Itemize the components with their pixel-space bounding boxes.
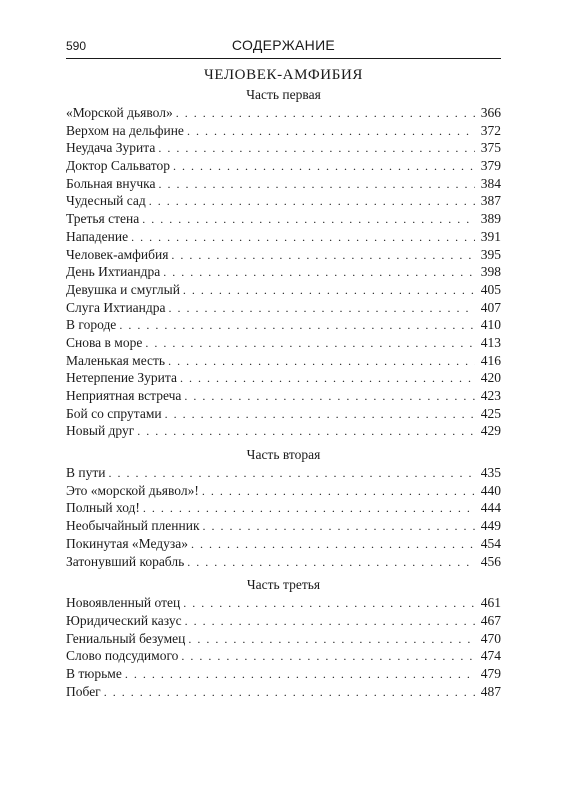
dot-leader [188,631,475,649]
entry-page-number: 423 [480,388,501,403]
toc-entry [66,630,501,648]
toc-parts [66,85,501,700]
entry-title: «Морской дьявол» [66,105,173,120]
toc-entry [66,334,501,352]
dot-leader [183,282,475,300]
toc-entry [66,405,501,423]
toc-entry [66,499,501,517]
entry-title: В пути [66,465,106,481]
toc-entry [66,612,501,630]
entry-title: В городе [66,317,117,333]
entry-title: Бой со спрутами [66,405,162,421]
entry-title: Человек-амфибия [66,246,169,262]
toc-entry [66,139,501,157]
part-heading: Часть первая [246,87,321,102]
dot-leader [137,423,475,441]
dot-leader [159,176,475,194]
entry-title: Побег [66,683,101,699]
entry-page-number: 407 [480,299,501,315]
toc-entry [66,683,501,701]
entry-title: Неудача Зурита [66,140,156,156]
dot-leader [187,123,475,141]
toc-entry [66,482,501,500]
entry-title: Слуга Ихтиандра [66,299,166,315]
entry-title: Нетерпение Зурита [66,370,177,386]
toc-entry [66,553,501,571]
entry-page-number: 410 [480,317,501,333]
dot-leader [180,370,475,388]
dot-leader [163,264,475,282]
toc-entry [66,210,501,228]
dot-leader [184,388,475,406]
entry-title: Чудесный сад [66,193,146,209]
entry-page-number: 366 [480,105,501,120]
entry-title: Нападение [66,228,129,244]
dot-leader [202,483,475,501]
dot-leader [191,536,475,554]
entry-title: Покинутая «Медуза» [66,535,188,551]
dot-leader [183,595,475,613]
page-header [66,36,501,59]
entry-page-number: 384 [480,175,501,191]
entry-title: Третья стена [66,211,140,227]
toc-entry [66,192,501,210]
dot-leader [143,500,475,518]
part-heading: Часть третья [246,577,321,593]
dot-leader [104,684,475,702]
dot-leader [158,140,475,158]
dot-leader [125,666,475,684]
entry-page-number: 395 [480,246,501,262]
toc-list [66,594,501,700]
entry-title: Девушка и смуглый [66,281,180,297]
entry-title: Слово подсудимого [66,648,179,664]
toc-entry [66,316,501,334]
entry-page-number: 470 [480,630,501,646]
toc-entry [66,665,501,683]
dot-leader [168,353,475,371]
toc-entry [66,299,501,317]
entry-page-number: 454 [480,535,501,551]
entry-title: Полный ход! [66,500,140,516]
toc-list [66,104,501,440]
entry-title: Верхом на дельфине [66,122,184,138]
entry-page-number: 413 [480,334,501,350]
entry-page-number: 375 [480,140,501,156]
entry-page-number: 461 [480,595,501,611]
dot-leader [181,648,475,666]
entry-page-number: 467 [480,612,501,628]
dot-leader [145,335,475,353]
part-heading: Часть вторая [246,447,321,463]
entry-page-number: 429 [480,423,501,439]
entry-page-number: 405 [480,281,501,297]
entry-page-number: 391 [480,228,501,244]
dot-leader [176,105,475,123]
dot-leader [185,613,475,631]
toc-entry [66,263,501,281]
dot-leader [142,211,475,229]
toc-entry [66,647,501,665]
entry-page-number: 435 [480,465,501,481]
entry-title: Гениальный безумец [66,630,186,646]
toc-entry [66,104,501,122]
entry-title: Затонувший корабль [66,553,185,569]
page-number: 590 [66,39,87,53]
entry-page-number: 440 [480,482,501,498]
entry-page-number: 487 [480,683,501,699]
entry-title: Новый друг [66,423,135,439]
entry-page-number: 474 [480,648,501,664]
entry-page-number: 456 [480,553,501,569]
entry-page-number: 387 [480,193,501,209]
toc-list [66,464,501,570]
entry-page-number: 379 [480,158,501,174]
entry-title: Это «морской дьявол»! [66,482,199,498]
toc-entry [66,122,501,140]
dot-leader [119,317,475,335]
entry-title: Маленькая месть [66,352,166,368]
entry-title: Юридический казус [66,612,182,628]
entry-title: В тюрьме [66,665,122,681]
toc-entry [66,517,501,535]
toc-entry [66,422,501,440]
toc-entry [66,352,501,370]
toc-entry [66,281,501,299]
toc-entry [66,175,501,193]
entry-page-number: 479 [480,665,501,681]
entry-page-number: 398 [480,264,501,280]
dot-leader [187,554,475,572]
toc-entry [66,387,501,405]
dot-leader [165,406,475,424]
entry-title: День Ихтиандра [66,264,161,280]
dot-leader [171,247,475,265]
dot-leader [131,229,475,247]
entry-title: Снова в море [66,334,143,350]
entry-title: Новоявленный отец [66,595,181,611]
running-head: СОДЕРЖАНИЕ [231,37,336,53]
toc-entry [66,157,501,175]
toc-entry [66,228,501,246]
toc-entry [66,464,501,482]
toc-entry [66,535,501,553]
entry-page-number: 425 [480,405,501,421]
entry-page-number: 389 [480,211,501,227]
entry-page-number: 416 [480,352,501,368]
toc-entry [66,369,501,387]
dot-leader [149,193,475,211]
entry-page-number: 444 [480,500,501,516]
entry-title: Необычайный пленник [66,518,200,534]
dot-leader [169,300,475,318]
entry-title: Доктор Сальватор [66,158,171,174]
entry-title: Больная внучка [66,175,156,191]
book-title: ЧЕЛОВЕК-АМФИБИЯ [204,67,363,83]
toc-entry [66,246,501,264]
dot-leader [173,158,475,176]
table-of-contents [66,65,501,700]
dot-leader [203,518,475,536]
dot-leader [108,465,475,483]
entry-title: Неприятная встреча [66,388,182,403]
toc-entry [66,594,501,612]
entry-page-number: 420 [480,370,501,386]
entry-page-number: 372 [480,122,501,138]
entry-page-number: 449 [480,518,501,534]
